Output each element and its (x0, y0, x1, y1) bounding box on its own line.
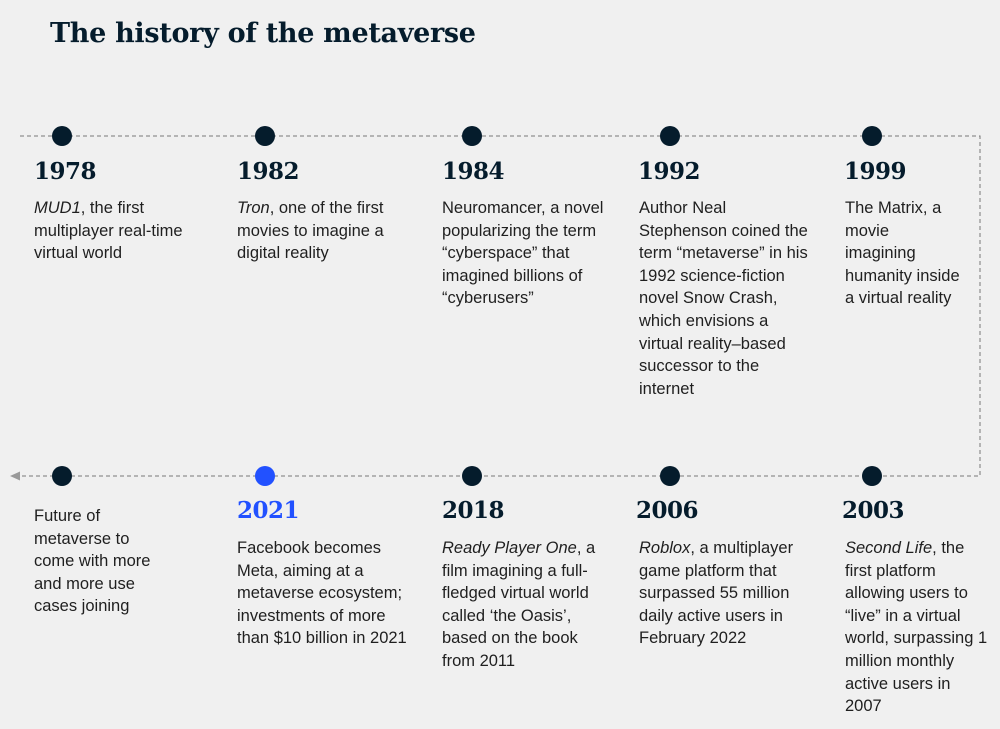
arrowhead-left-icon (10, 472, 20, 481)
event-year: 2003 (842, 497, 905, 524)
timeline-dot (660, 466, 680, 486)
event-year: 2018 (442, 497, 505, 524)
event-description (442, 537, 610, 673)
event-year: 2006 (636, 497, 699, 524)
event-title-italic: Roblox (639, 539, 691, 557)
event-description (237, 537, 422, 650)
timeline-dot (52, 466, 72, 486)
event-text: , one of the first movies to imagine a digital reality (237, 199, 384, 263)
page-title: The history of the metaverse (50, 18, 476, 49)
timeline-dot (660, 126, 680, 146)
event-year: 1978 (34, 158, 97, 185)
event-text: , the first platform allowing users to “live” in a virtual world, surpassing 1 million monthly active users in 2007 (845, 539, 988, 716)
timeline-dot (862, 126, 882, 146)
timeline-dot (255, 126, 275, 146)
event-text: Future of metaverse to come with more and more use cases joining (34, 507, 151, 616)
event-description (34, 505, 174, 618)
event-title-italic: Tron (237, 199, 270, 217)
event-title-italic: MUD1 (34, 199, 81, 217)
event-year: 1984 (442, 158, 505, 185)
event-description (237, 197, 387, 265)
event-text: Author Neal Stephenson coined the term “metaverse” in his 1992 science-fiction novel Snow Crash, which envisions a virtual reality–based successor to the internet (639, 199, 808, 398)
event-text: , a multiplayer game platform that surpassed 55 million daily active users in February 2022 (639, 539, 794, 648)
event-title-italic: Second Life (845, 539, 933, 557)
timeline-dot (462, 466, 482, 486)
event-description (845, 537, 990, 718)
event-description (845, 197, 963, 310)
timeline-dot (862, 466, 882, 486)
event-year: 1982 (237, 158, 300, 185)
event-description (639, 537, 807, 650)
event-description (442, 197, 620, 310)
event-title-italic: Ready Player One (442, 539, 577, 557)
event-description (34, 197, 184, 265)
event-text: The Matrix, a movie imagining humanity inside a virtual reality (845, 199, 960, 308)
timeline-dot (462, 126, 482, 146)
event-year: 1992 (638, 158, 701, 185)
event-text: , a film imagining a full-fledged virtual world called ‘the Oasis’, based on the book from 2011 (442, 539, 596, 670)
timeline-dot (255, 466, 275, 486)
event-text: , the first multiplayer real-time virtual world (34, 199, 183, 263)
event-year: 1999 (844, 158, 907, 185)
event-description (639, 197, 809, 400)
event-year: 2021 (237, 497, 300, 524)
event-text: Facebook becomes Meta, aiming at a metaverse ecosystem; investments of more than $10 billion in 2021 (237, 539, 407, 648)
timeline-dot (52, 126, 72, 146)
event-text: Neuromancer, a novel popularizing the term “cyberspace” that imagined billions of “cyberusers” (442, 199, 604, 308)
